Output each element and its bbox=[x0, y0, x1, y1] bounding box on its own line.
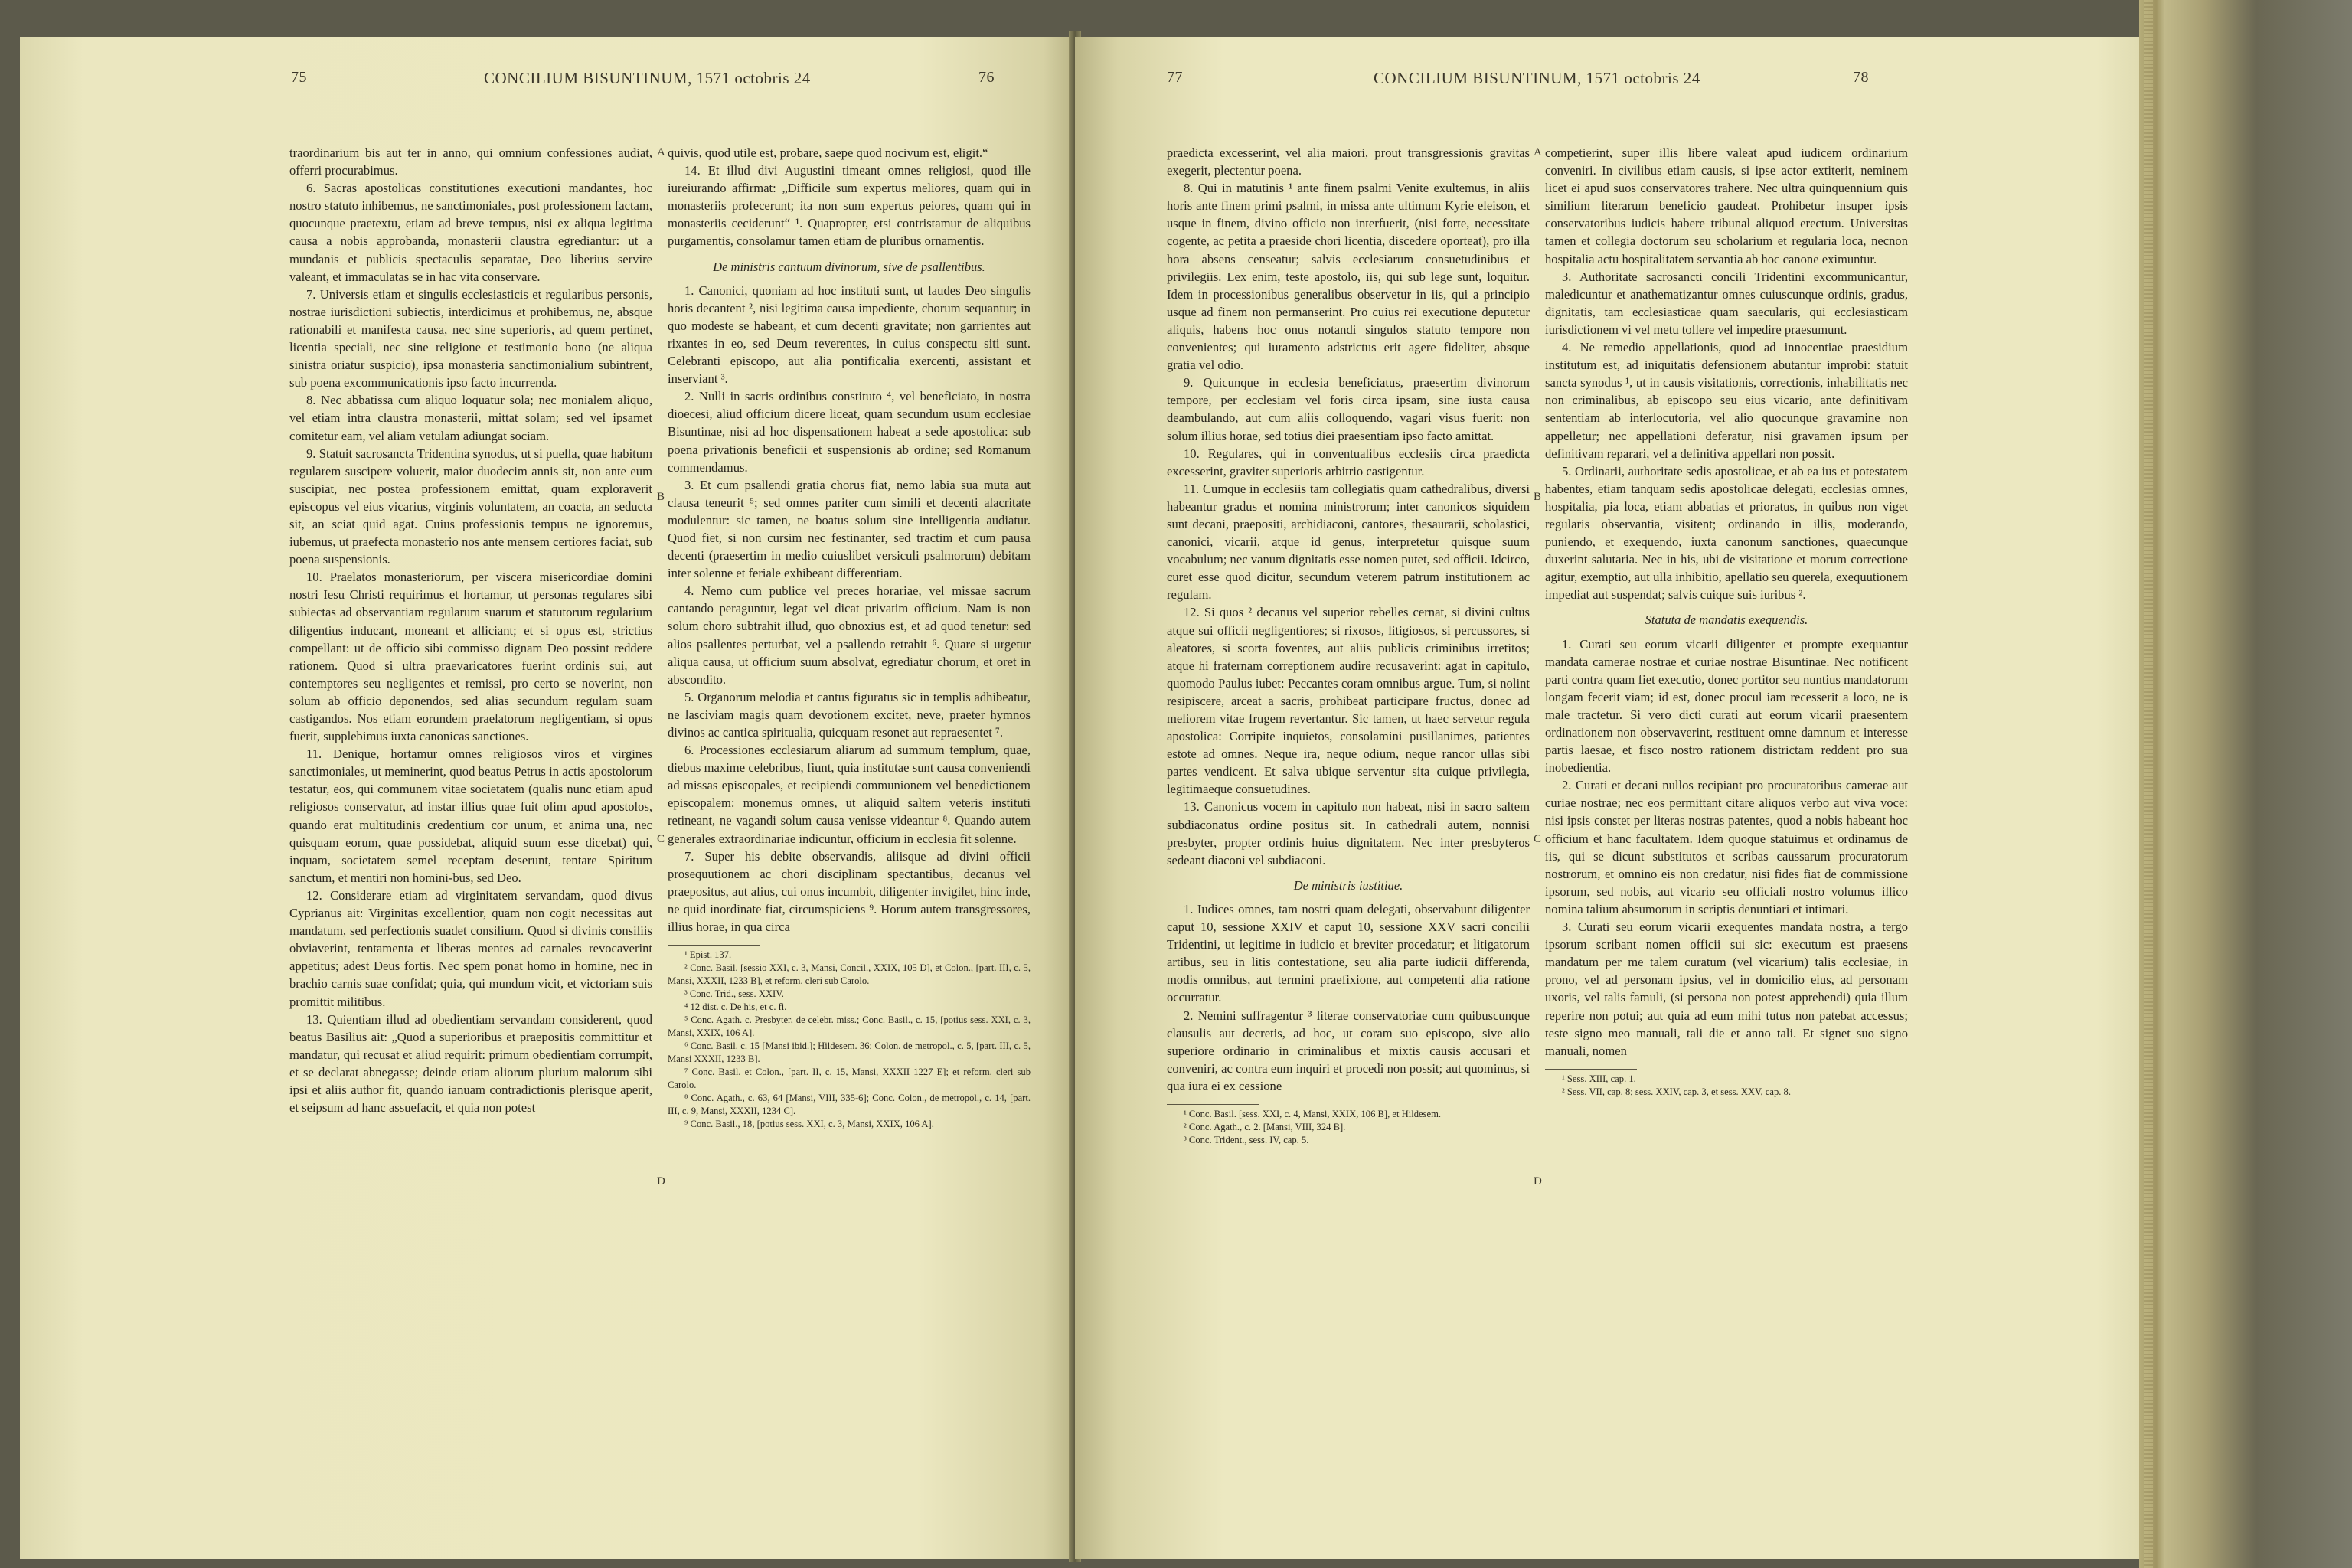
footnote: ⁵ Conc. Agath. c. Presbyter, de celebr. miss.; Conc. Basil., c. 15, [potius sess. XXI, c. 3, Mansi, XXIX, 106 A]. bbox=[668, 1014, 1031, 1039]
margin-letter: C bbox=[657, 833, 665, 845]
page-number: 77 bbox=[1167, 69, 1183, 86]
paragraph: 11. Denique, hortamur omnes religiosos viros et virgines sanctimoniales, ut meminerint, quod beatus Petrus in actis apostolorum testatur, eos, qui communem vitae societatem (qualis nunc etiam apud religiosos conservatur, ad instar illius quae fuit olim apud apostolos, quando erat multitudinis credentium cor unum, et anima una, nec quisquam eorum, quae possidebat, aliquid suum esse dicebat) qui, inquam, societatem semel receptam deserunt, tentare Spiritum sanctum, et mentiri non homini-bus, sed Deo. bbox=[289, 746, 652, 885]
running-header bbox=[1075, 69, 2139, 100]
footnote: ⁷ Conc. Basil. et Colon., [part. II, c. 15, Mansi, XXXII 1227 E]; et reform. cleri sub Carolo. bbox=[668, 1067, 1031, 1091]
running-header bbox=[20, 69, 1075, 100]
margin-letter: B bbox=[657, 491, 665, 503]
footnote: ¹ Sess. XIII, cap. 1. bbox=[1562, 1073, 1636, 1084]
paragraph: 2. Curati et decani nullos recipiant pro procuratoribus camerae aut curiae nostrae; nec eos permittant citare aliquos verbo aut viva voce: nisi ipsis constet per literas nostras patentes, quod a nobis habeant hoc officium et hanc facultatem. Idem quoque statuimus et ordinamus de iis, qui se dicunt substitutos et scribas caussarum procuratorum nostrorum, et omnino eis non credatur, nisi fides fiat de commissione ipsorum, sed nobis, aut vicario seu officiali nostro volumus illico nomina talium absumorum in scriptis denuntiari et intimari. bbox=[1545, 778, 1908, 916]
paragraph: 7. Universis etiam et singulis ecclesiasticis et regularibus personis, nostrae iurisdictioni subiectis, interdicimus et prohibemus, ne, absque rationabili et manifesta causa, nec sine superioris, ad quem pertinet, licentia speciali, nec sine religione et testimonio bono (ne aliqua sinistra oriatur suspicio), ipsa monasteria sanctimonialium subintrent, sub poena excommunicationis ipso facto incurrenda. bbox=[289, 286, 652, 390]
book-fore-edge bbox=[2139, 0, 2352, 1568]
page-number: 75 bbox=[291, 69, 307, 86]
text-column-left bbox=[289, 144, 652, 1116]
running-title: CONCILIUM BISUNTINUM, 1571 octobris 24 bbox=[1374, 69, 1700, 87]
paragraph: 4. Nemo cum publice vel preces horariae, vel missae sacrum cantando peraguntur, legat vel dicat privatim officium. Nam is non solum choro subtrahit illud, quo obnoxius est, et ad quod tenetur: sed alios psallentes perturbat, vel a psallendo retrahit ⁶. Quare si urgetur aliqua causa, ut officium suum absolvat, egrediatur chorum, et oret in abscondito. bbox=[668, 583, 1031, 687]
footnote: ⁸ Conc. Agath., c. 63, 64 [Mansi, VIII, 335-6]; Conc. Colon., de metropol., c. 14, [part. III, c. 9, Mansi, XXXII, 1234 C]. bbox=[668, 1093, 1031, 1117]
footnote: ¹ Conc. Basil. [sess. XXI, c. 4, Mansi, XXIX, 106 B], et Hildesem. bbox=[1184, 1108, 1442, 1119]
paragraph: 13. Canonicus vocem in capitulo non habeat, nisi in sacro saltem subdiaconatus ordine positus sit. In cathedrali autem, nonnisi presbyter, propter ordinis huius dignitatem. Nec inter presbyteros sedeant diaconi vel subdiaconi. bbox=[1167, 799, 1530, 867]
margin-letter: C bbox=[1534, 833, 1542, 845]
margin-letter: D bbox=[657, 1175, 665, 1187]
footnote: ² Conc. Basil. [sessio XXI, c. 3, Mansi, Concil., XXIX, 105 D], et Colon., [part. III, c. 5, Mansi, XXXII, 1233 B], et reform. cleri sub Carolo. bbox=[668, 962, 1031, 987]
paragraph: 6. Sacras apostolicas constitutiones executioni mandantes, hoc nostro statuto inhibemus, ne sanctimoniales, post professionem factam, quocunque praetextu, etiam ad breve tempus, nisi ex aliqua legitima causa a nobis approbanda, monasterii claustra egrediantur: ut a mundanis et publicis spectaculis separatae, Deo liberius servire valeant, et immaculatas se in hac vita conservare. bbox=[289, 181, 652, 284]
text-column-left bbox=[1167, 144, 1530, 1147]
paragraph: 6. Processiones ecclesiarum aliarum ad summum templum, quae, diebus maxime celebribus, fiunt, quia institutae sunt causa conveniendi ad missas episcopales, et recipiendi communionem vel benedictionem episcopalem: monemus omnes, ut aliquid saltem veteris instituti retineant, ne vagandi solum causa venisse videantur ⁸. Quando autem generales extraordinariae indicuntur, officium in ecclesia fit solenne. bbox=[668, 743, 1031, 846]
paragraph: 2. Nemini suffragentur ³ literae conservatoriae cum quibuscunque clausulis aut decretis, ad hoc, ut coram suo episcopo, sive alio superiore ordinario in criminalibus et mixtis causis accusari et conveniri, ac contra eum inquiri et procedi non possit; aut quominus, si qua iura ei ex cessione bbox=[1167, 1008, 1530, 1093]
text-column-right bbox=[668, 144, 1031, 1131]
paragraph: 3. Authoritate sacrosancti concili Tridentini excommunicantur, maledicuntur et anathematizantur omnes cuiuscunque ordinis, gradus, dignitatis, tam ecclesiasticae quam saecularis, qui ecclesiasticam iurisdictionem vi vel metu tollere vel impedire praesumunt. bbox=[1545, 269, 1908, 337]
paragraph: 11. Cumque in ecclesiis tam collegiatis quam cathedralibus, diversi habeantur gradus et nomina ministrorum; inter canonicos siquidem sunt decani, praepositi, archidiaconi, cantores, thesaurarii, scholastici, canonici, vicarii, atque id genus, interpretetur quisque suum vocabulum; nec vanum dignitatis esse nomen putet, sed officii. Idcirco, curet esse quod dicitur, secundum veterem patrum institutionem ac regulam. bbox=[1167, 481, 1530, 603]
paragraph: competierint, super illis libere valeat apud iudicem ordinarium conveniri. In civilibus etiam causis, si ipse actor extiterit, neminem licet ei apud suos conservatores trahere. Nec ultra quinquennium quis similium literarum beneficio gaudeat. Prohibetur insuper ipsis conservatoribus iudicis habere tribunal aliquod erectum. Universitas tamen et collegia doctorum seu scholarium et regularia loca, necnon hospitalia actu hospitalitatem servantia ab hoc canone eximuntur. bbox=[1545, 145, 1908, 266]
paragraph: 1. Curati seu eorum vicarii diligenter et prompte exequantur mandata camerae nostrae et curiae nostrae Bisuntinae. Nec notificent parti contra quam fiet executio, donec portitor seu nuntius mandatorum longam fecerit viam; id est, donec procul iam recesserit a loco, ne is male tractetur. Si vero dicti curati aut eorum vicarii praesentem ordinationem non observaverint, restituent omne damnum et interesse partis laesae, et fisco nostro rationem districtam reddent pro sua inobedientia. bbox=[1545, 636, 1908, 776]
footnote: ⁹ Conc. Basil., 18, [potius sess. XXI, c. 3, Mansi, XXIX, 106 A]. bbox=[684, 1119, 934, 1130]
footnote: ² Sess. VII, cap. 8; sess. XXIV, cap. 3, et sess. XXV, cap. 8. bbox=[1562, 1086, 1791, 1097]
paragraph: 13. Quientiam illud ad obedientiam servandam considerent, quod beatus Basilius ait: „Quod a superioribus et praepositis committitur et mandatur, qui recusat et aliud requirit: primum obedientiam corrumpit, et se declarat abnegasse; deinde etiam aliorum plurium malorum sibi ipsi et aliis author fit, quando ianuam contradictionis plerisque aperit, et seipsum ad hanc assuefacit, et quia non potest bbox=[289, 1011, 652, 1116]
paragraph: 14. Et illud divi Augustini timeant omnes religiosi, quod ille iureiurando affirmat: „Difficile sum expertus meliores, quam qui in monasteriis profecerunt; ita non sum expertus peiores, quam qui in monasteriis ceciderunt“ ¹. Quapropter, etsi contristamur de aliquibus purgamentis, consolamur tamen etiam de pluribus ornamentis. bbox=[668, 163, 1031, 249]
footnote: ² Conc. Agath., c. 2. [Mansi, VIII, 324 B]. bbox=[1184, 1121, 1346, 1132]
right-page bbox=[1075, 37, 2139, 1559]
footnote: ¹ Epist. 137. bbox=[684, 949, 732, 961]
paragraph: 12. Si quos ² decanus vel superior rebelles cernat, si divini cultus atque sui officii negligentiores; si rixosos, litigiosos, si percussores, si aleatores, si scorta foventes, aut aliis publicis criminibus irretitos; atque hi fraternam correptionem audire recusaverint: agat in capitulo, quomodo Paulus iubet: Peccantes coram omnibus argue. Tum, si nolint resipiscere, arceat a sacris, prohibeat participare fructus, donec ad meliorem vitae frugem revertantur. Sic tamen, ut haec servetur regula apostolica: Corripite inquietos, consolamini pusillanimes, patientes estote ad omnes. Neque ira, neque odium, neque rancor ullas sibi partes vendicent. Et salva ubique serventur sita cuique privilegia, legitimaeque consuetudines. bbox=[1167, 605, 1530, 797]
footnote: ³ Conc. Trident., sess. IV, cap. 5. bbox=[1184, 1134, 1309, 1145]
paragraph: 4. Ne remedio appellationis, quod ad innocentiae praesidium institutum est, ad iniquitatis defensionem abutantur improbi: statuit sancta synodus ¹, ut in causis visitationis, correctionis, inhabilitatis nec non criminalibus, ab episcopo seu eius vicario, ante definitivam sententiam ab interlocutoria, vel alio quocunque gravamine non appelletur; nec appellationi deferatur, nisi gravamen ipsum per definitivam reparari, vel a definitiva appellari non possit. bbox=[1545, 340, 1908, 461]
footnote: ⁴ 12 dist. c. De his, et c. fi. bbox=[684, 1001, 787, 1013]
paragraph: 3. Et cum psallendi gratia chorus fiat, nemo labia sua muta aut clausa teneurit ⁵; sed omnes pariter cum simili et decenti alacritate modulentur: sic tamen, ne boatus solum sine intelligentia audiatur. Quod fiet, si non cursim nec festinanter, sed tractim et cum pausa decenti (praesertim in medio cuiuslibet versiculi psalmorum) debitam inter solenne et feriale exhibeant differentiam. bbox=[668, 477, 1031, 581]
margin-letter: B bbox=[1534, 491, 1542, 503]
paragraph: 2. Nulli in sacris ordinibus constituto ⁴, vel beneficiato, in nostra dioecesi, aliud officium dicere liceat, quam secundum usum ecclesiae Bisuntinae, nisi ad hoc dispensationem habeat a sede apostolica: sub poena privationis beneficii et suspensionis ab ordine; sed Romanum commendamus. bbox=[668, 389, 1031, 475]
section-heading: De ministris cantuum divinorum, sive de psallentibus. bbox=[713, 259, 985, 274]
running-title: CONCILIUM BISUNTINUM, 1571 octobris 24 bbox=[484, 69, 811, 87]
page-edge-stack bbox=[2144, 0, 2153, 1568]
page-number: 76 bbox=[978, 69, 995, 86]
paragraph: traordinarium bis aut ter in anno, qui omnium confessiones audiat, offerri procurabimus. bbox=[289, 145, 652, 178]
section-heading: De ministris iustitiae. bbox=[1293, 877, 1403, 893]
paragraph: 5. Organorum melodia et cantus figuratus sic in templis adhibeatur, ne lasciviam magis quam devotionem excitet, neve, praeter hymnos divinos ac cantica spiritualia, quicquam resonet aut repraesentet ⁷. bbox=[668, 689, 1031, 740]
paragraph: praedicta excesserint, vel alia maiori, prout transgressionis gravitas exegerit, plectentur poena. bbox=[1167, 145, 1530, 178]
paragraph: 9. Quicunque in ecclesia beneficiatus, praesertim divinorum tempore, per ecclesiam vel foris circa ipsam, sine iusta causa deambulando, aut cum aliis colloquendo, vagari visus fuerit: non solum illius horae, sed totius diei praesentiam ipso facto amittat. bbox=[1167, 375, 1530, 443]
paragraph: 1. Iudices omnes, tam nostri quam delegati, observabunt diligenter caput 10, sessione XXIV et caput 10, sessione XXV sacri concilii Tridentini, ut legitime in iudicio et breviter procedatur; et litigatorum artibus, seu in litis contestatione, seu alia parte iudicii differenda, modis omnibus, aut termini praefixione, aut competenti alia ratione occurratur. bbox=[1167, 901, 1530, 1005]
margin-letter: D bbox=[1534, 1175, 1542, 1187]
footnote: ⁶ Conc. Basil. c. 15 [Mansi ibid.]; Hildesem. 36; Colon. de metropol., c. 5, [part. III, c. 5, Mansi XXXII, 1233 B]. bbox=[668, 1040, 1031, 1065]
paragraph: 10. Praelatos monasteriorum, per viscera misericordiae domini nostri Iesu Christi requirimus et hortamur, ut personas regulares sibi subiectas ad observantiam regularum suarum et statutorum regularium diligentius inducant, moneant et alliciant; et si opus est, strictius compellant: ut de officio sibi commisso dignam Deo possint reddere rationem. Quod si ultra praevaricatores fuerint ordinis sui, aut contemptores seu negligentes et remissi, pro certo se noverint, non solum ab officio deponendos, sed alias secundum regulam suam castigandos. Nos etiam eorundem praelatorum negligentiam, si opus fuerit, supplebimus iuxta canonicas sanctiones. bbox=[289, 570, 652, 744]
margin-letter: A bbox=[1534, 146, 1542, 158]
left-page bbox=[20, 37, 1075, 1559]
footnote: ³ Conc. Trid., sess. XXIV. bbox=[684, 988, 784, 1000]
paragraph: 7. Super his debite observandis, aliisque ad divini officii prosequutionem ac chori disciplinam spectantibus, decanus vel praepositus, aut alius, cui onus incumbit, diligenter invigilet, hinc inde, ne quid inordinate fiat, circumspiciens ⁹. Horum autem transgressores, illius horae, in qua circa bbox=[668, 848, 1031, 935]
text-column-right bbox=[1545, 144, 1908, 1099]
margin-letter: A bbox=[657, 146, 665, 158]
paragraph: 8. Nec abbatissa cum aliquo loquatur sola; nec monialem aliquo, vel etiam intra claustra monasterii, mittat solam; sed vel ipsamet comitetur eam, vel aliam vetulam adiungat sociam. bbox=[289, 393, 652, 443]
paragraph: 3. Curati seu eorum vicarii exequentes mandata nostra, a tergo ipsorum scribant nomen officii sui sic: executum est praesens mandatum per me talem curatum (vel vicarium) talis ecclesiae, in prono, vel ad personam ipsius, vel in domicilio eius, ad personam uxoris, vel talis famuli, (si persona non potest apprehendi) quia illum reperire non potui; aut quia ad eum mihi tutus non patebat accessus; teste signo meo manuali, tali die et anno tali. Et signet suo signo manuali, nomen bbox=[1545, 920, 1908, 1058]
paragraph: 1. Canonici, quoniam ad hoc instituti sunt, ut laudes Deo singulis horis decantent ², nisi legitima causa impediente, chorum sequantur; in quo modeste se habeant, et cum decenti gravitate; non garrientes aut rixantes in eo, sed Deum reverentes, in cuius conspectu siti sunt. Celebranti episcopo, aut alia pontificalia exercenti, assistant et inserviant ³. bbox=[668, 283, 1031, 387]
section-heading: Statuta de mandatis exequendis. bbox=[1645, 612, 1808, 628]
paragraph: quivis, quod utile est, probare, saepe quod nocivum est, eligit.“ bbox=[668, 145, 988, 160]
paragraph: 5. Ordinarii, authoritate sedis apostolicae, et ab ea ius et potestatem habentes, etiam tanquam sedis apostolicae delegati, ecclesias omnes, hospitalia, pia loca, etiam abbatias et prioratus, in quibus non viget regularis observantia, visitent; ordinando in illis, moderando, puniendo, et exequendo, iuxta canonum sanctiones, quaecunque duxerint salutaria. Nec in his, ubi de visitatione et morum correctione agitur, exemptio, aut ulla inhibitio, apellatio seu querela, exequutionem impediat aut suspendat; salvis cuique suis iuribus ². bbox=[1545, 463, 1908, 603]
paragraph: 9. Statuit sacrosancta Tridentina synodus, ut si puella, quae habitum regularem suscipere voluerit, maior duodecim annis sit, non ante eum suscipiat, nec postea professionem emittat, quam exploraverit episcopus vel eius vicarius, virginis voluntatem, an coacta, an seducta sit, an sciat quid agat. Cuius professionis tempus ne ignoremus, iubemus, ut praefecta monasterio nos ante mensem certiores faciat, sub poena suspensionis. bbox=[289, 446, 652, 567]
page-number: 78 bbox=[1853, 69, 1869, 86]
paragraph: 8. Qui in matutinis ¹ ante finem psalmi Venite exultemus, in aliis horis ante finem primi psalmi, in missa ante ultimum Kyrie eleison, et usque in finem, divino officio non interfuerit, (nisi forte, necessitate cogente, ac petita a praeside chori licentia, discedere oporteat), pro illa hora absens censeatur; salvis ecclesiarum consuetudinibus et privilegiis. Lex enim, teste apostolo, iis, qui sub lege sunt, loquitur. Idem in processionibus generalibus observetur in iis, qui a principio usque ad finem non permanserint. Pro cuius rei executione deputetur aliquis, habens hoc onus notandi singulos statuto tempore non convenientes; qui iuramento adstrictus erit agere fideliter, absque gratia vel odio. bbox=[1167, 181, 1530, 373]
paragraph: 10. Regulares, qui in conventualibus ecclesiis circa praedicta excesserint, graviter superioris arbitrio castigentur. bbox=[1167, 446, 1530, 479]
paragraph: 12. Considerare etiam ad virginitatem servandam, quod divus Cyprianus ait: Virginitas excellentior, quam non cogit necessitas aut mandatum, sed perfectionis suadet consilium. Quod si divinis consiliis obviaverint, tentamenta et liberas mentes ad carnales revocaverint appetitus; adest Deus fortis. Nec spem ponat homo in homine, nec in brachio carnis suae confidat; quia, qui mundum vicit, et victoriam suis promittit militibus. bbox=[289, 887, 652, 1009]
